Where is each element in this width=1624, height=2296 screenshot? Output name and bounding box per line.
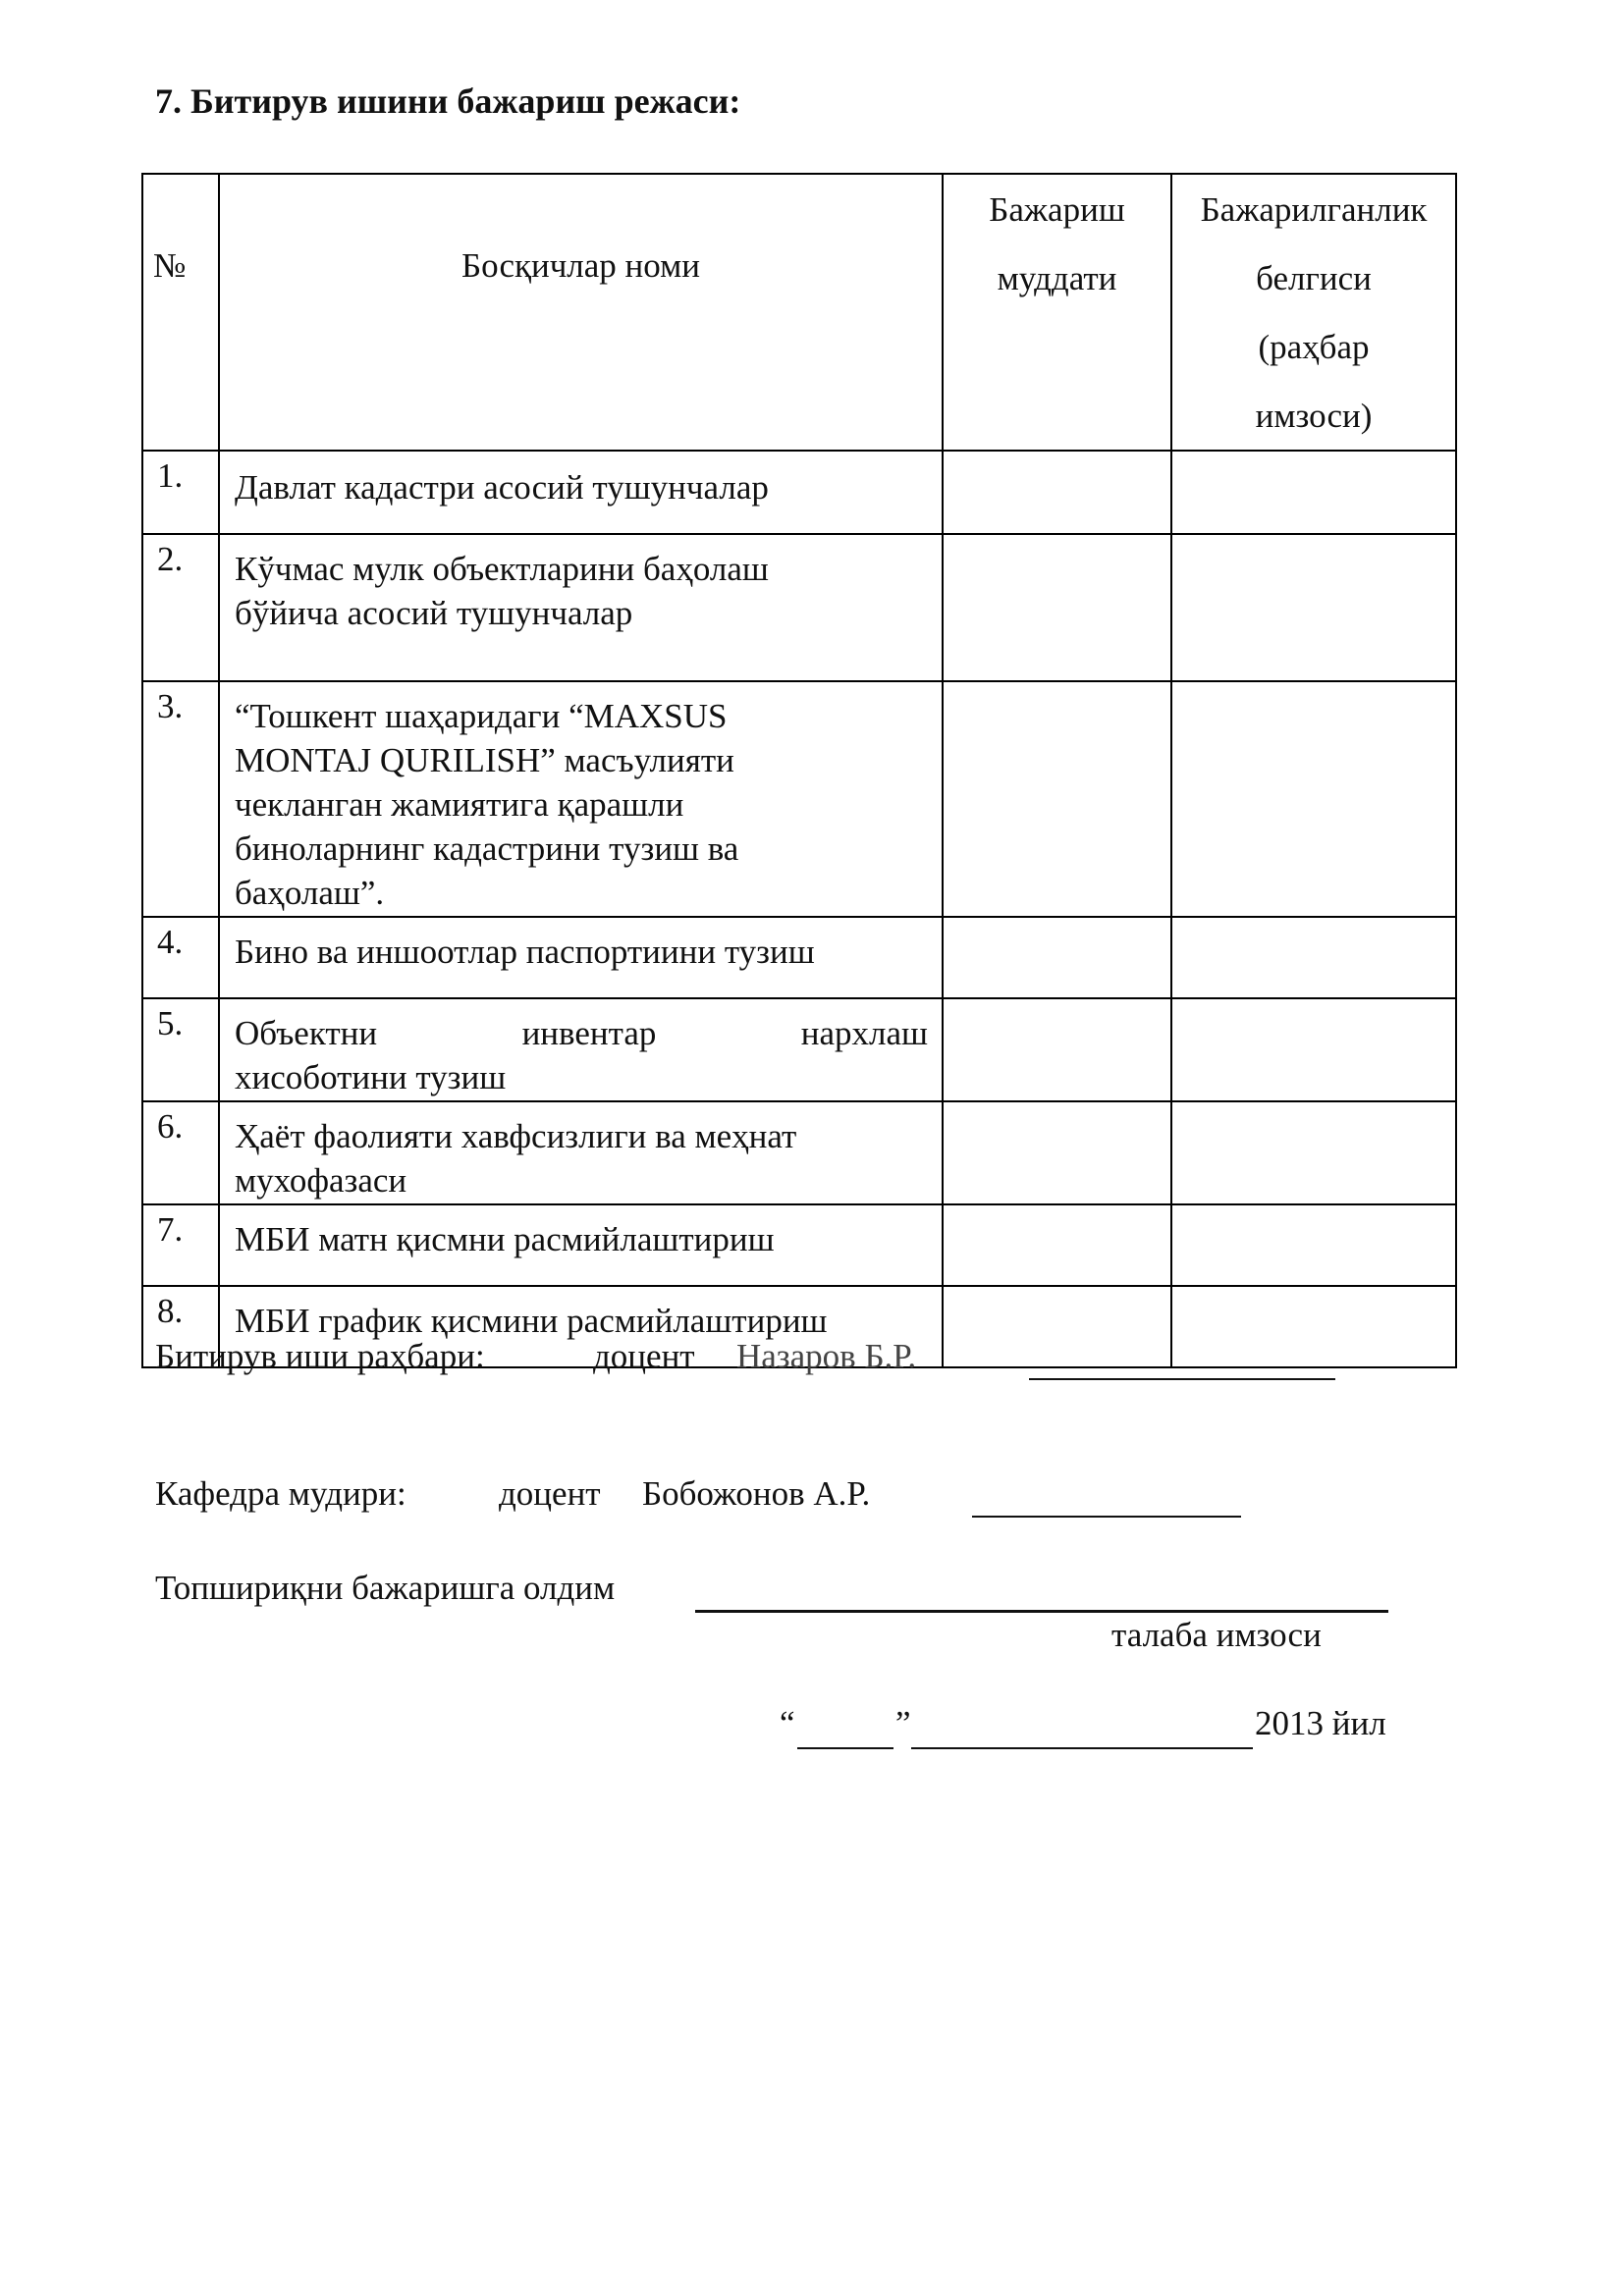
deadline-cell[interactable] (943, 1101, 1171, 1204)
date-month-blank[interactable] (911, 1718, 1253, 1749)
header-deadline: Бажариш муддати (943, 174, 1171, 451)
deadline-cell[interactable] (943, 998, 1171, 1101)
deadline-cell[interactable] (943, 681, 1171, 917)
row-number: 7. (142, 1204, 219, 1286)
work-plan-table (141, 173, 1457, 1368)
table-row (142, 1101, 1456, 1204)
table-row (142, 681, 1456, 917)
stage-name: МБИ график қисмини расмийлаштириш (219, 1286, 943, 1367)
deadline-cell[interactable] (943, 917, 1171, 998)
date-day-blank[interactable] (797, 1718, 893, 1749)
head-label: Кафедра мудири: (155, 1474, 406, 1513)
stage-name: Давлат кадастри асосий тушунчалар (219, 451, 943, 534)
row-number: 4. (142, 917, 219, 998)
date-close-quote: ” (895, 1704, 911, 1742)
deadline-cell[interactable] (943, 451, 1171, 534)
deadline-cell[interactable] (943, 534, 1171, 681)
table-row (142, 1204, 1456, 1286)
stage-name: “Тошкент шаҳаридаги “MAXSUS MONTAJ QURILISH” масъулияти чекланган жамиятига қарашли биноларнинг кадастрини тузиш ва баҳолаш”. (219, 681, 943, 917)
header-stage-name: Босқичлар номи (219, 174, 943, 451)
student-signature-line[interactable] (695, 1578, 1388, 1613)
stage-name: Объектни инвентар нархлаш хисоботини тузиш (219, 998, 943, 1101)
supervisor-signature-line[interactable] (1029, 1349, 1335, 1380)
table-header-row (142, 174, 1456, 451)
row-number: 3. (142, 681, 219, 917)
row-number: 6. (142, 1101, 219, 1204)
table-row (142, 917, 1456, 998)
date-open-quote: “ (780, 1704, 795, 1742)
stage-name: Бино ва иншоотлар паспортиини тузиш (219, 917, 943, 998)
head-signature-line[interactable] (972, 1486, 1241, 1518)
row-number: 5. (142, 998, 219, 1101)
stage-name: МБИ матн қисмни расмийлаштириш (219, 1204, 943, 1286)
row-number: 8. (142, 1286, 219, 1367)
head-name: Бобожонов А.Р. (642, 1474, 871, 1513)
header-number: № (142, 174, 219, 451)
supervisor-title: доцент (593, 1337, 695, 1375)
row-number: 2. (142, 534, 219, 681)
stage-name: Кўчмас мулк объектларини баҳолаш бўйича асосий тушунчалар (219, 534, 943, 681)
header-completion-mark: Бажарилганлик белгиси (раҳбар имзоси) (1171, 174, 1456, 451)
deadline-cell[interactable] (943, 1204, 1171, 1286)
student-signature-caption: талаба имзоси (1111, 1616, 1322, 1654)
row-number: 1. (142, 451, 219, 534)
signature-cell[interactable] (1171, 1101, 1456, 1204)
head-title: доцент (499, 1474, 601, 1513)
signature-cell[interactable] (1171, 917, 1456, 998)
signature-cell[interactable] (1171, 998, 1456, 1101)
accepted-label: Топшириқни бажаришга олдим (155, 1569, 616, 1607)
section-heading: 7. Битирув ишини бажариш режаси: (155, 81, 741, 121)
signature-cell[interactable] (1171, 451, 1456, 534)
signature-cell[interactable] (1171, 681, 1456, 917)
supervisor-name: Назаров Б.Р. (736, 1337, 917, 1375)
signature-cell[interactable] (1171, 1204, 1456, 1286)
table-row (142, 534, 1456, 681)
table-row (142, 998, 1456, 1101)
table-row (142, 451, 1456, 534)
stage-name: Ҳаёт фаолияти хавфсизлиги ва меҳнат мухофазаси (219, 1101, 943, 1204)
supervisor-label: Битирув иши раҳбари: (155, 1337, 485, 1375)
signature-cell[interactable] (1171, 534, 1456, 681)
date-year: 2013 йил (1255, 1704, 1386, 1742)
